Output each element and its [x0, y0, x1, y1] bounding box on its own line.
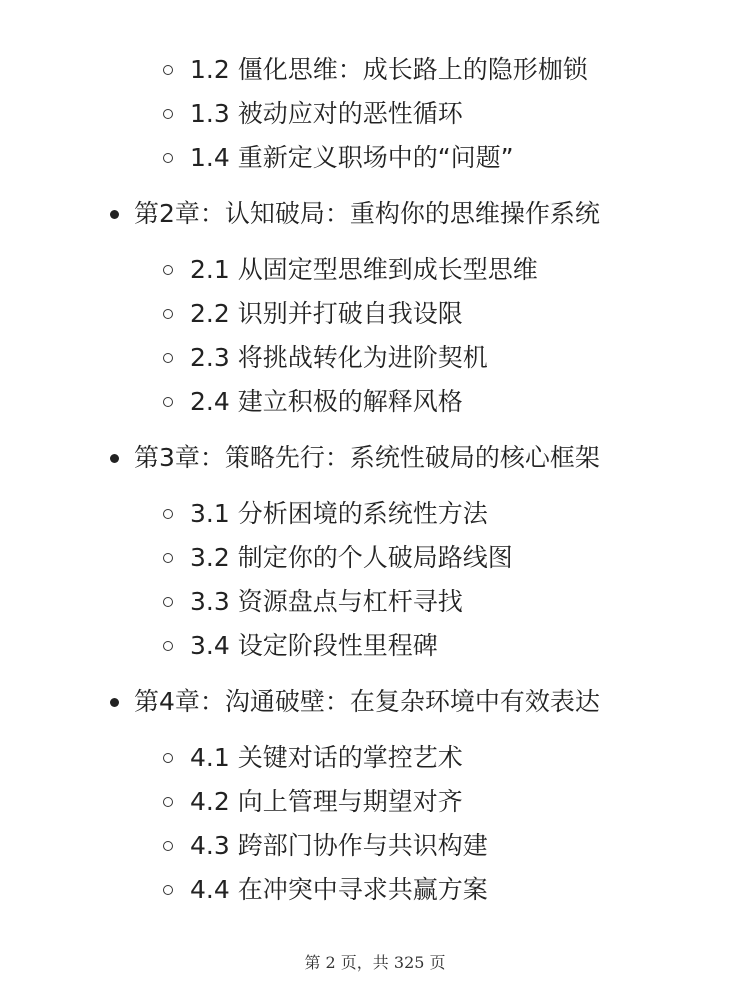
toc-subsection: 4.2 向上管理与期望对齐 [0, 780, 750, 824]
toc-subsection: 4.3 跨部门协作与共识构建 [0, 824, 750, 868]
table-of-contents [0, 48, 750, 912]
toc-subsection: 2.4 建立积极的解释风格 [0, 380, 750, 424]
toc-subsection: 3.2 制定你的个人破局路线图 [0, 536, 750, 580]
toc-subsection: 1.3 被动应对的恶性循环 [0, 92, 750, 136]
toc-subsection: 2.2 识别并打破自我设限 [0, 292, 750, 336]
toc-subsection: 1.4 重新定义职场中的“问题” [0, 136, 750, 180]
toc-subsection: 4.4 在冲突中寻求共赢方案 [0, 868, 750, 912]
toc-subsection: 3.3 资源盘点与杠杆寻找 [0, 580, 750, 624]
toc-subsection: 4.1 关键对话的掌控艺术 [0, 736, 750, 780]
toc-chapter-3-title: 第3章：策略先行：系统性破局的核心框架 [0, 436, 750, 480]
page-number-footer: 第 2 页，共 325 页 [304, 953, 446, 972]
toc-subsection: 2.1 从固定型思维到成长型思维 [0, 248, 750, 292]
toc-subsection: 2.3 将挑战转化为进阶契机 [0, 336, 750, 380]
toc-subsection: 3.1 分析困境的系统性方法 [0, 492, 750, 536]
toc-subsection: 3.4 设定阶段性里程碑 [0, 624, 750, 668]
toc-chapter-4-title: 第4章：沟通破壁：在复杂环境中有效表达 [0, 680, 750, 724]
toc-chapter-2-title: 第2章：认知破局：重构你的思维操作系统 [0, 192, 750, 236]
toc-subsection: 1.2 僵化思维：成长路上的隐形枷锁 [0, 48, 750, 92]
